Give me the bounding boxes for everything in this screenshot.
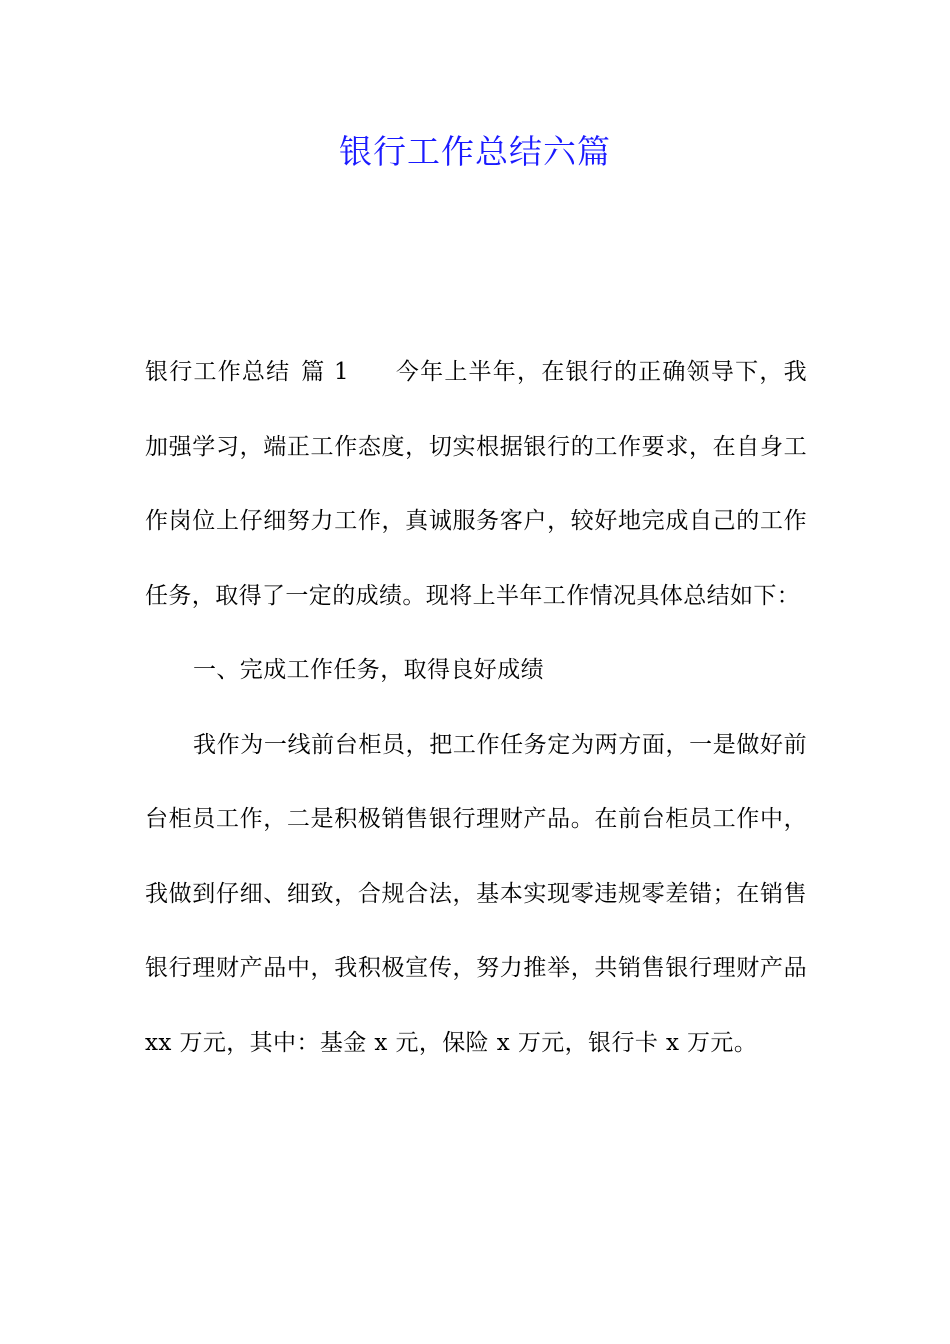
section-number: 篇 1 [300, 359, 350, 385]
section-heading: 银行工作总结 [145, 359, 291, 385]
part-paragraph: 我作为一线前台柜员，把工作任务定为两方面，一是做好前台柜员工作，二是积极销售银行理财产品。在前台柜员工作中，我做到仔细、细致，合规合法，基本实现零违规零差错；在销售银行理财产品中，我积极宣传，努力推举，共销售银行理财产品 xx 万元，其中：基金 x 元，保险 x 万元，银行卡 x 万元。 [145, 731, 807, 1056]
document-body [145, 335, 807, 1080]
section-intro-paragraph [145, 335, 807, 633]
part-heading: 一、完成工作任务，取得良好成绩 [193, 657, 544, 683]
document-title: 银行工作总结六篇 [339, 132, 611, 171]
section-intro-text: 今年上半年，在银行的正确领导下，我加强学习，端正工作态度，切实根据银行的工作要求，在自身工作岗位上仔细努力工作，真诚服务客户，较好地完成自己的工作任务，取得了一定的成绩。现将上半年工作情况具体总结如下： [145, 359, 807, 609]
